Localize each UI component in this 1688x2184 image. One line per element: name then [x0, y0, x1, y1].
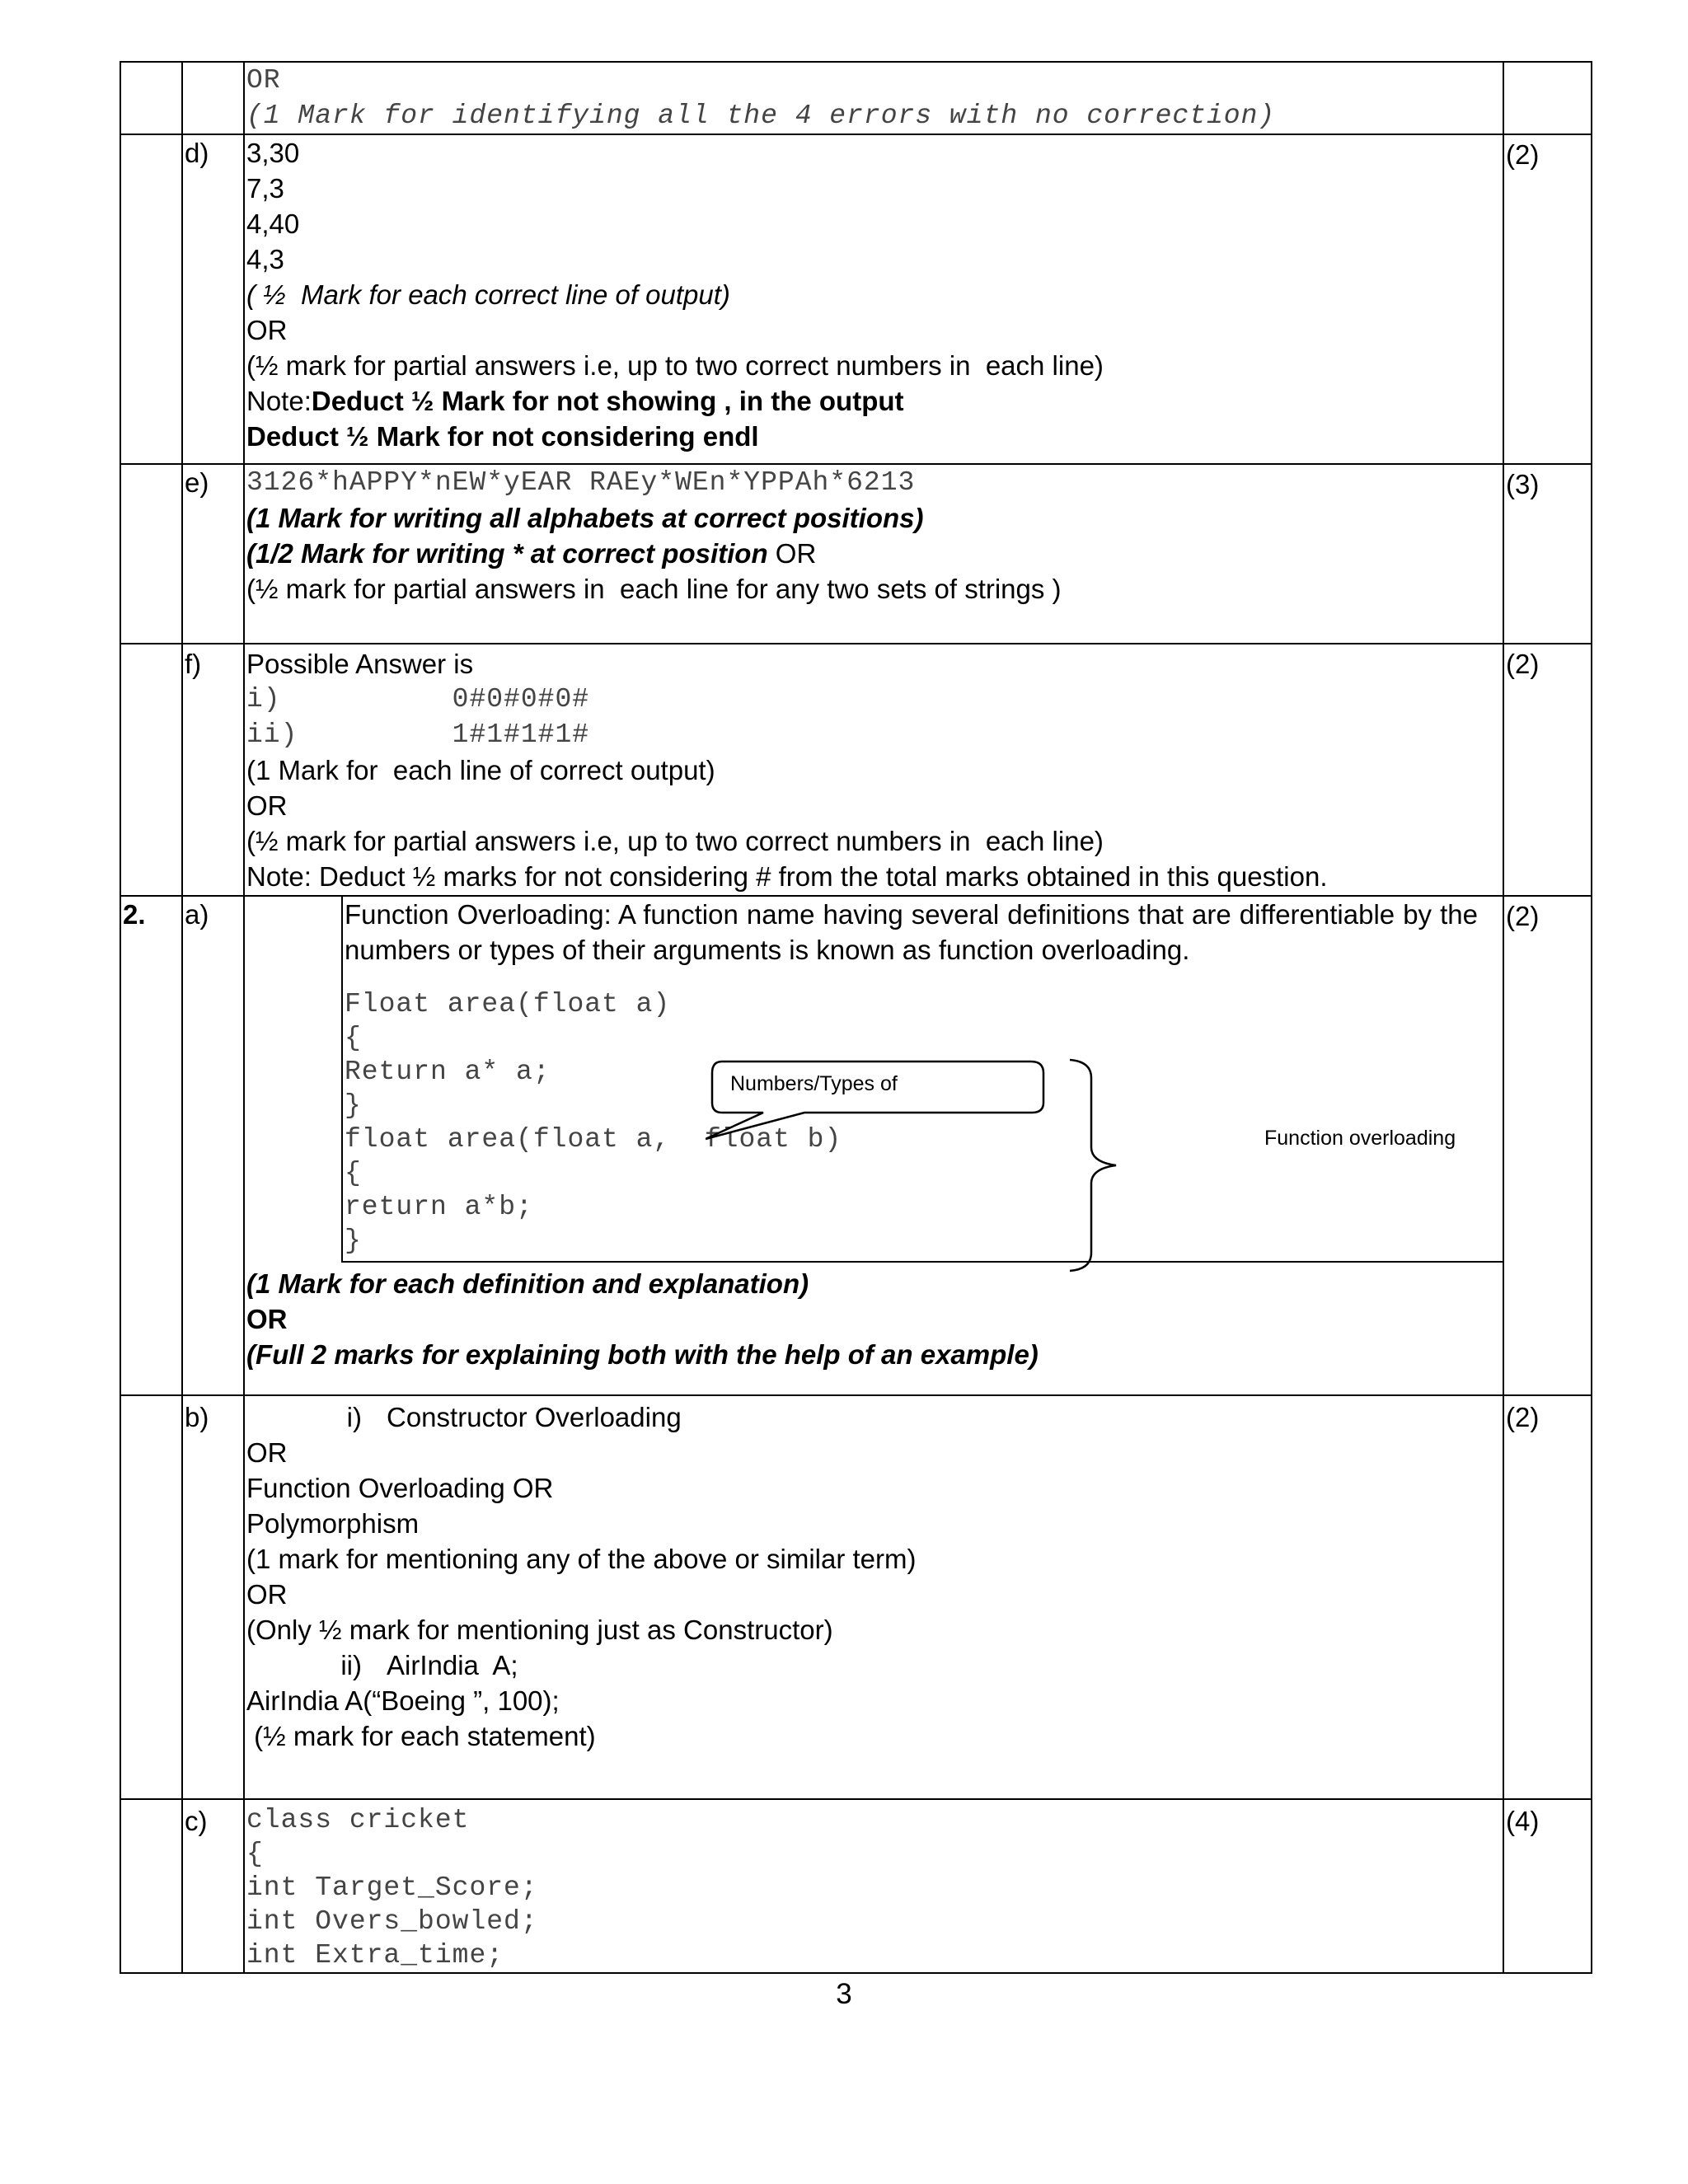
output-line: i) 0#0#0#0#: [246, 684, 590, 715]
code-line: int Extra_time;: [246, 1940, 504, 1971]
sub-part-cell: [182, 464, 244, 644]
or-line: OR: [246, 1579, 288, 1610]
code-line: }: [345, 1226, 362, 1256]
code-line: float area(float a, float b): [345, 1124, 842, 1155]
answer-text: Constructor Overloading: [387, 1402, 682, 1432]
question-number: 2.: [123, 899, 146, 930]
sub-part-label: e): [185, 467, 209, 498]
code-line: {: [345, 1023, 362, 1053]
curly-brace-icon: [1068, 1058, 1126, 1272]
table-row: [120, 896, 1592, 1395]
answer-cell: [244, 464, 1503, 644]
marks-cell: [1503, 134, 1592, 464]
answer-line: [246, 1396, 1501, 1435]
sub-part-cell: [182, 644, 244, 896]
output-line: 4,3: [246, 244, 284, 274]
code-line: int Overs_bowled;: [246, 1906, 538, 1937]
answer-line: Function Overloading OR: [246, 1473, 554, 1503]
marks-value: (2): [1506, 139, 1540, 170]
question-number-cell: [120, 1395, 182, 1799]
table-row: [120, 134, 1592, 464]
marking-note: (1 Mark for writing all alphabets at correct positions): [246, 503, 924, 533]
sub-part-label: d): [185, 138, 209, 168]
callout-label: Numbers/Types of: [730, 1072, 898, 1095]
code-line: }: [345, 1090, 362, 1121]
question-number-cell: [120, 896, 182, 1395]
table-row: [120, 464, 1592, 644]
sub-part-label: a): [185, 899, 209, 930]
question-number-cell: [120, 62, 182, 134]
question-number-cell: [120, 1799, 182, 1973]
marks-value: (4): [1506, 1806, 1540, 1836]
question-number-cell: [120, 464, 182, 644]
marking-note: (½ mark for each statement): [246, 1721, 596, 1751]
sub-part-cell: [182, 1799, 244, 1973]
marking-note: (½ mark for partial answers in each line for any two sets of strings ): [246, 574, 1062, 604]
code-line: {: [345, 1158, 362, 1188]
question-number-cell: [120, 134, 182, 464]
marks-cell: [1503, 1395, 1592, 1799]
table-row: [120, 1799, 1592, 1973]
sub-part-label: c): [185, 1806, 208, 1836]
page-number: 3: [836, 1978, 852, 2010]
answer-cell: [244, 62, 1503, 134]
table-row: [120, 644, 1592, 896]
answer-line: [246, 1647, 1501, 1683]
deduction-note: Note: Deduct ½ marks for not considering # from the total marks obtained in this question.: [246, 861, 1328, 892]
marking-note: (1 Mark for each definition and explanation): [246, 1268, 809, 1299]
code-line: {: [246, 1839, 264, 1869]
output-line: 7,3: [246, 173, 284, 204]
question-number-cell: [120, 644, 182, 896]
or-line: OR: [246, 315, 288, 345]
answer-cell: [244, 896, 1503, 1395]
sub-part-cell: [182, 62, 244, 134]
output-line: 3,30: [246, 138, 300, 168]
marking-note: (1 Mark for each line of correct output): [246, 755, 715, 785]
item-number: ii): [340, 1650, 362, 1680]
marks-value: (2): [1506, 649, 1540, 679]
marking-note: (1 mark for mentioning any of the above or similar term): [246, 1544, 917, 1574]
answer-text: AirIndia A;: [387, 1650, 518, 1680]
answer-line: AirIndia A(“Boeing ”, 100);: [246, 1685, 560, 1716]
marks-cell: [1503, 464, 1592, 644]
deduction-note: Deduct ½ Mark for not considering endl: [246, 421, 759, 452]
sub-part-cell: [182, 1395, 244, 1799]
brace-label: Function overloading: [1264, 1127, 1456, 1150]
sub-part-cell: [182, 134, 244, 464]
definition-text: Function Overloading: A function name having several definitions that are differentiable by the numbers or types of their arguments is known as function overloading.: [345, 899, 1478, 965]
marks-value: (2): [1506, 1402, 1540, 1432]
marks-cell: [1503, 62, 1592, 134]
marking-scheme-table: [120, 61, 1592, 1974]
sub-part-label: f): [185, 649, 202, 679]
table-row: [120, 62, 1592, 134]
answer-heading: Possible Answer is: [246, 649, 474, 679]
or-line: OR: [246, 1304, 288, 1334]
marking-note: (½ mark for partial answers i.e, up to two correct numbers in each line): [246, 350, 1104, 381]
marks-cell: [1503, 896, 1592, 1395]
output-line: 4,40: [246, 209, 300, 239]
deduction-note: [246, 383, 1501, 419]
answer-cell: [244, 1395, 1503, 1799]
answer-cell: [244, 1799, 1503, 1973]
answer-line: Polymorphism: [246, 1508, 420, 1539]
marks-cell: [1503, 1799, 1592, 1973]
marks-value: (2): [1506, 901, 1540, 931]
marking-note: (Only ½ mark for mentioning just as Constructor): [246, 1615, 833, 1645]
output-line: ii) 1#1#1#1#: [246, 719, 590, 750]
note-prefix: Note:: [246, 386, 312, 416]
or-text: OR: [767, 538, 817, 569]
item-number: i): [346, 1402, 362, 1432]
marking-note: (Full 2 marks for explaining both with the help of an example): [246, 1339, 1039, 1370]
or-line: OR: [246, 790, 288, 821]
code-line: Return a* a;: [345, 1057, 551, 1087]
table-row: [120, 1395, 1592, 1799]
sub-part-label: b): [185, 1402, 209, 1432]
note-bold-text: (1/2 Mark for writing * at correct position: [246, 538, 768, 569]
code-line: Float area(float a): [345, 989, 671, 1019]
marking-note: (1 Mark for identifying all the 4 errors with no correction): [246, 101, 1276, 131]
or-line: OR: [246, 65, 281, 96]
answer-cell: [244, 644, 1503, 896]
marking-note: [246, 536, 1501, 571]
example-box: [341, 897, 1503, 1263]
marks-value: (3): [1506, 469, 1540, 499]
or-line: OR: [246, 1437, 288, 1468]
marking-note: (½ mark for partial answers i.e, up to two correct numbers in each line): [246, 826, 1104, 856]
marks-cell: [1503, 644, 1592, 896]
sub-part-cell: [182, 896, 244, 1395]
output-line: 3126*hAPPY*nEW*yEAR RAEy*WEn*YPPAh*6213: [246, 467, 916, 498]
marking-note: ( ½ Mark for each correct line of output): [246, 279, 730, 310]
code-line: int Target_Score;: [246, 1872, 538, 1903]
code-line: return a*b;: [345, 1192, 533, 1222]
code-line: class cricket: [246, 1805, 470, 1835]
answer-cell: [244, 134, 1503, 464]
note-bold-text: Deduct ½ Mark for not showing , in the output: [311, 386, 904, 416]
